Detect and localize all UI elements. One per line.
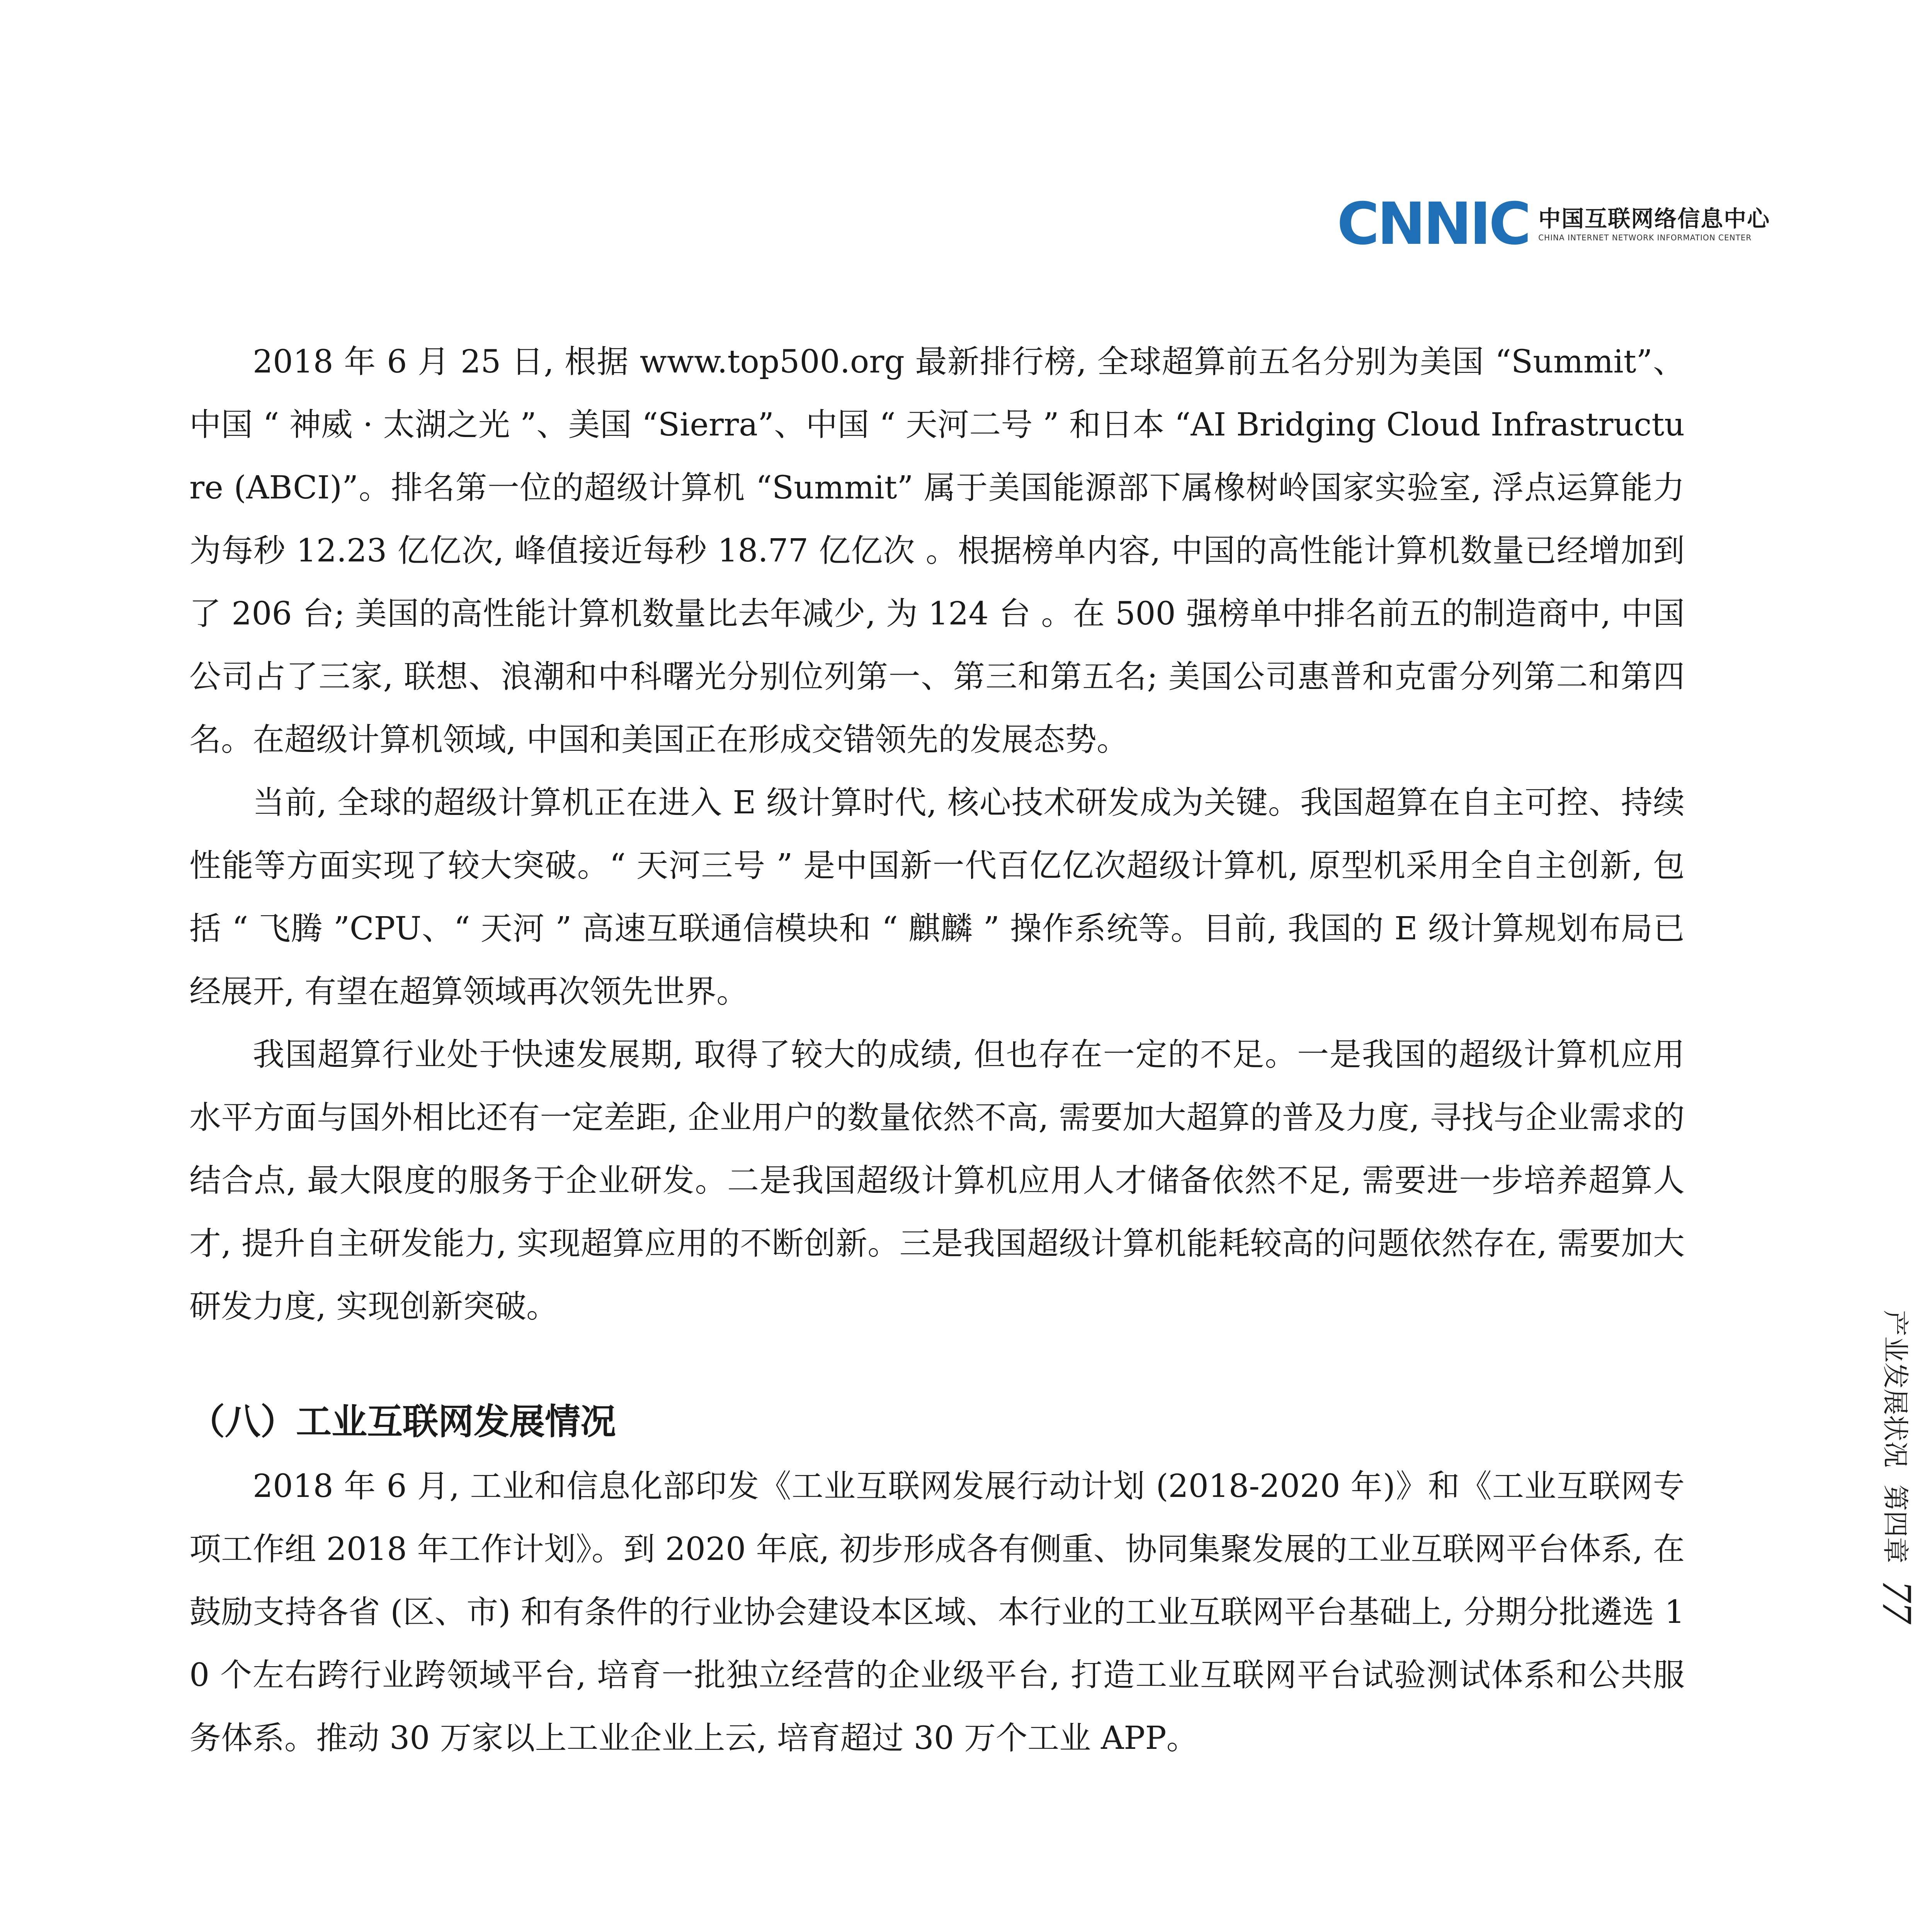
logo-text [1538,206,1770,243]
side-chapter-tab [1862,1244,1932,1689]
org-name-en: CHINA INTERNET NETWORK INFORMATION CENTER [1538,233,1752,243]
cnnic-logo-mark: CNNIC [1337,190,1529,258]
paragraph: 2018 年 6 月 25 日, 根据 www.top500.org 最新排行榜, 全球超算前五名分别为美国 “Summit”、中国 “ 神威 · 太湖之光 ”、美国 “Sierra”、中国 “ 天河二号 ” 和日本 “AI Bridging Cloud Infrastructure (ABCI)”。排名第一位的超级计算机 “Summit” 属于美国能源部下属橡树岭国家实验室, 浮点运算能力为每秒 12.23 亿亿次, 峰值接近每秒 18.77 亿亿次 。根据榜单内容, 中国的高性能计算机数量已经增加到了 206 台; 美国的高性能计算机数量比去年减少, 为 124 台 。在 500 强榜单中排名前五的制造商中, 中国公司占了三家, 联想、浪潮和中科曙光分别位列第一、第三和第五名; 美国公司惠普和克雷分列第二和第四名。在超级计算机领域, 中国和美国正在形成交错领先的发展态势。 [189,344,1685,758]
chapter-label: 第四章 [1879,1485,1910,1564]
header-logo [1337,190,1870,258]
org-name-cn: 中国互联网络信息中心 [1538,205,1770,232]
paragraph: 我国超算行业处于快速发展期, 取得了较大的成绩, 但也存在一定的不足。一是我国的超级计算机应用水平方面与国外相比还有一定差距, 企业用户的数量依然不高, 需要加大超算的普及力度, 寻找与企业需求的结合点, 最大限度的服务于企业研发。二是我国超级计算机应用人才储备依然不足, 需要进一步培养超算人才, 提升自主研发能力, 实现超算应用的不断创新。三是我国超级计算机能耗较高的问题依然存在, 需要加大研发力度, 实现创新突破。 [189,1036,1685,1325]
page-content [189,330,1685,1770]
paragraph: 当前, 全球的超级计算机正在进入 E 级计算时代, 核心技术研发成为关键。我国超算在自主可控、持续性能等方面实现了较大突破。“ 天河三号 ” 是中国新一代百亿亿次超级计算机, 原型机采用全自主创新, 包括 “ 飞腾 ”CPU、“ 天河 ” 高速互联通信模块和 “ 麒麟 ” 操作系统等。目前, 我国的 E 级计算规划布局已经展开, 有望在超算领域再次领先世界。 [189,784,1685,1010]
section-heading: （八）工业互联网发展情况 [189,1401,616,1442]
paragraph: 2018 年 6 月, 工业和信息化部印发《工业互联网发展行动计划 (2018-2020 年)》和《工业互联网专项工作组 2018 年工作计划》。到 2020 年底, 初步形成各有侧重、协同集聚发展的工业互联网平台体系, 在鼓励支持各省 (区、市) 和有条件的行业协会建设本区域、本行业的工业互联网平台基础上, 分期分批遴选 10 个左右跨行业跨领域平台, 培育一批独立经营的企业级平台, 打造工业互联网平台试验测试体系和公共服务体系。推动 30 万家以上工业企业上云, 培育超过 30 万个工业 APP。 [189,1468,1685,1757]
chapter-title: 产业发展状况 [1879,1310,1910,1468]
page-number: 77 [1874,1580,1921,1623]
